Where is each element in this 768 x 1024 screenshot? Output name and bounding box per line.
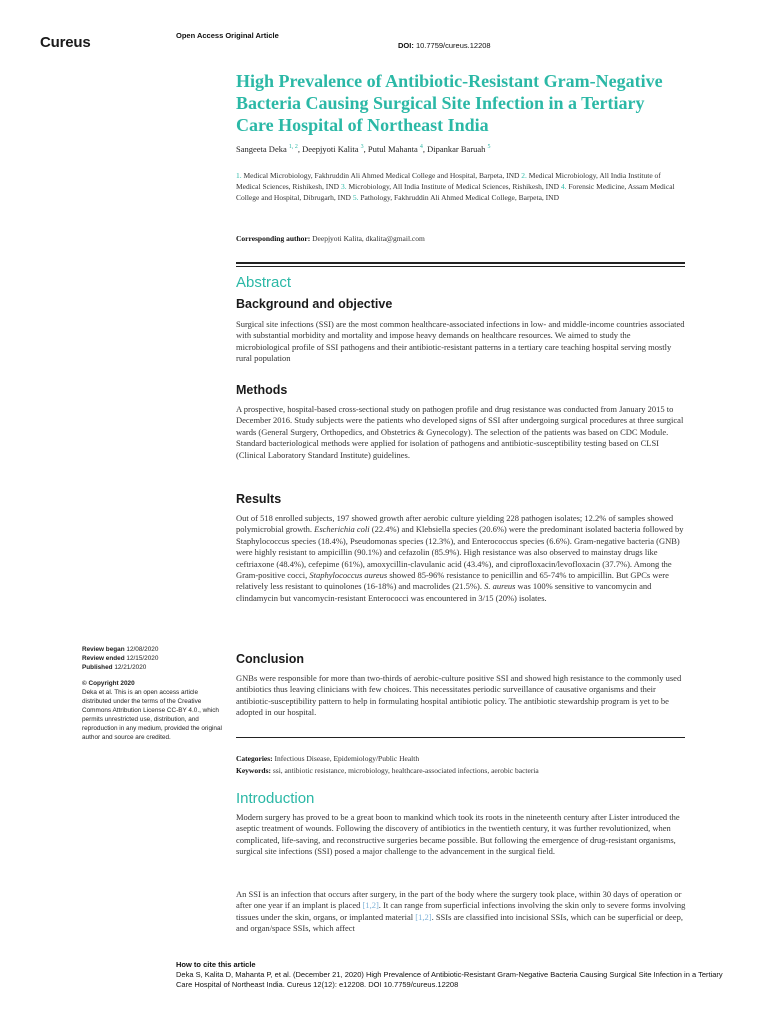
categories-text: Infectious Disease, Epidemiology/Public Health (274, 754, 420, 763)
affiliation-text: Forensic Medicine, Assam Medical College and Hospital, Dibrugarh, IND (236, 182, 675, 202)
results-text-part: showed 85-96% resistance to penicillin and 65-74% to ampicillin. But GPCs were relatively less resistant to quinolones (16-18%) and macrolides (21.5%). (236, 570, 669, 592)
background-text: Surgical site infections (SSI) are the most common healthcare-associated infections in low- and middle-income countries associated with substantial morbidity and mortality and impose heavy demands on healthcare resources. We aimed to study the microbiological profile of SSI pathogens and their antibiotic-resistant patterns in a tertiary care teaching hospital serving mostly rural population (236, 319, 685, 364)
categories-label: Categories: (236, 754, 273, 763)
introduction-paragraph-2 (236, 889, 686, 935)
affiliation-text: Medical Microbiology, All India Institute of Medical Sciences, Rishikesh, IND (236, 171, 661, 191)
author-name[interactable]: Putul Mahanta (367, 144, 418, 154)
keywords-text: ssi, antibiotic resistance, microbiology, healthcare-associated infections, aerobic bacteria (272, 766, 539, 775)
review-ended-date: 12/15/2020 (126, 655, 159, 662)
article-title: High Prevalence of Antibiotic-Resistant Gram-Negative Bacteria Causing Surgical Site Infection in a Tertiary Care Hospital of Northeast India (236, 71, 663, 135)
results-text-part: was 100% sensitive to vancomycin and clindamycin but vancomycin-resistant Enterococci was encountered in 3/15 (20%) isolates. (236, 581, 652, 603)
introduction-paragraph-1: Modern surgery has proved to be a great boon to mankind which took its roots in the nineteenth century after Lister introduced the aseptic treatment of wounds. Following the discovery of antibiotics in the twentieth century, it was further revolutionized, when complicated, life-saving, and reconstructive surgeries became possible. But following the emergence of drug-resistant organisms, surgical site infections (SSI) posed a major challenge to the advancement in the surgical field. (236, 812, 680, 857)
conclusion-text: GNBs were responsible for more than two-thirds of aerobic-culture positive SSI and showed high resistance to the commonly used antibiotics thus leaving clinicians with few choices. This necessitates periodic surveillance of causative organisms and their antibiotic-susceptibility pattern to help in formulating hospital antibiotic policy. The antibiotic stewardship program is yet to be adopted in our hospital. (236, 673, 682, 718)
review-began-label: Review began (82, 646, 125, 653)
introduction-heading: Introduction (236, 790, 315, 807)
published-row (82, 663, 222, 672)
cureus-logo[interactable]: Cureus (40, 34, 91, 51)
affiliation-text: Medical Microbiology, Fakhruddin Ali Ahmed Medical College and Hospital, Barpeta, IND (243, 171, 520, 180)
reference-link[interactable]: [1,2] (362, 900, 379, 911)
author-name[interactable]: Dipankar Baruah (427, 144, 486, 154)
author-name[interactable]: Sangeeta Deka (236, 144, 287, 154)
conclusion-heading: Conclusion (236, 652, 305, 666)
affiliation-number: 2. (521, 171, 527, 180)
affiliation-number: 5. (352, 193, 359, 202)
species-name: Escherichia coli (314, 524, 370, 535)
affiliations (236, 170, 684, 203)
affiliation-number: 1. (236, 171, 242, 180)
published-label: Published (82, 664, 113, 671)
review-began-date: 12/08/2020 (126, 646, 159, 653)
author-affiliation-ref[interactable]: 5 (487, 144, 491, 151)
affiliation-text: Pathology, Fakhruddin Ali Ahmed Medical College, Barpeta, IND (360, 193, 560, 202)
corresponding-author-label: Corresponding author: (236, 234, 311, 243)
doi-link[interactable]: 10.7759/cureus.12208 (415, 41, 491, 50)
citation-text: Deka S, Kalita D, Mahanta P, et al. (December 21, 2020) High Prevalence of Antibiotic-Resistant Gram-Negative Bacteria Causing Surgical Site Infection in a Tertiary Care Hospital of Northeast India. Cureus 12(12): e12208. DOI 10.7759/cureus.12208 (176, 970, 723, 989)
species-name: Staphylococcus aureus (309, 570, 388, 581)
reference-link[interactable]: [1,2] (415, 911, 432, 922)
abstract-top-rule (236, 262, 685, 264)
categories-block (236, 753, 686, 777)
categories-row (236, 753, 686, 765)
citation-footer (176, 960, 736, 990)
author-name[interactable]: Deepjyoti Kalita (302, 144, 359, 154)
methods-text: A prospective, hospital-based cross-sectional study on pathogen profile and drug resistance was conducted from January 2015 to December 2016. Study subjects were the patients who developed signs of SSI after undergoing surgical procedures at three surgical wards (General Surgery, Orthopedics, and Obstetrics & Gynecology). The selection of the patients was based on CDC Module. Standard bacteriological methods were applied for isolation of pathogens and antibiotic-susceptibility testing based on CLSI (Clinical Laboratory Standard Institute) guidelines. (236, 404, 684, 460)
doi-label: DOI: (398, 41, 414, 50)
keywords-row (236, 765, 686, 777)
review-began-row (82, 645, 222, 654)
results-text-part: Out of 518 enrolled subjects, 197 showed growth after aerobic culture yielding 228 pathogen isolates; 12.2% of samples showed polymicrobial growth. (236, 513, 674, 535)
corresponding-author (236, 234, 676, 243)
results-text-part: (22.4%) and Klebsiella species (20.6%) were the predominant isolated bacteria followed by Staphylococcus species (18.4%), Pseudomonas species (12.3%), and Enterococcus species (6.6%). Gram-negative bacteria (GNB) were highly resistant to ampicillin (90.1%) and cefazolin (85.9%). High resistance was also observed to mainstay drugs like ceftriaxone (48.4%), cefepime (61%), amoxycillin-clavulanic acid (43.4%), and ciprofloxacin/levofloxacin (37.7%). Among the Gram-positive cocci, (236, 524, 684, 581)
license-text: Deka et al. This is an open access article distributed under the terms of the Creative Commons Attribution License CC-BY 4.0., which permits unrestricted use, distribution, and reproduction in any medium, provided the original author and source are credited. (82, 689, 222, 741)
author-affiliation-ref[interactable]: 4 (419, 144, 423, 151)
background-heading: Background and objective (236, 297, 393, 311)
intro-text-part: . SSIs are classified into incisional SSIs, which can be superficial or deep, and organ/space SSIs, which affect (236, 911, 683, 934)
results-heading: Results (236, 492, 282, 506)
article-type-label: Open Access Original Article (176, 31, 279, 40)
affiliation-number: 4. (560, 182, 567, 191)
species-name: S. aureus (484, 581, 516, 592)
doi-line (398, 41, 491, 50)
intro-text-part: . It can range from superficial infections involving the skin only to severe forms involving tissues under the skin, organs, or implanted material (236, 900, 686, 922)
methods-heading: Methods (236, 383, 288, 397)
published-date: 12/21/2020 (114, 664, 147, 671)
corresponding-author-contact[interactable]: Deepjyoti Kalita, dkalita@gmail.com (312, 234, 425, 243)
abstract-heading: Abstract (236, 274, 292, 291)
author-affiliation-ref[interactable]: 3 (360, 144, 364, 151)
copyright-line (82, 679, 222, 688)
affiliation-number: 3. (340, 182, 347, 191)
citation-heading: How to cite this article (176, 960, 256, 969)
abstract-bottom-rule (236, 737, 685, 738)
affiliation-text: Microbiology, All India Institute of Medical Sciences, Rishikesh, IND (348, 182, 560, 191)
abstract-top-rule-thin (236, 266, 685, 267)
copyright-label: © Copyright 2020 (82, 680, 135, 687)
author-list: Sangeeta Deka $^{1, 2}$, Deepjyoti Kalita $^3$, Putul Mahanta $^4$, Dipankar Baruah $^5$ (236, 144, 491, 154)
review-sidebar (82, 645, 222, 742)
keywords-label: Keywords: (236, 766, 271, 775)
review-ended-label: Review ended (82, 655, 125, 662)
author-affiliation-ref[interactable]: 1, 2 (288, 144, 298, 151)
review-ended-row (82, 654, 222, 663)
intro-text-part: An SSI is an infection that occurs after surgery, in the part of the body where the surgery took place, within 30 days of operation or after one year if an implant is placed (236, 889, 682, 911)
results-text (236, 513, 686, 604)
